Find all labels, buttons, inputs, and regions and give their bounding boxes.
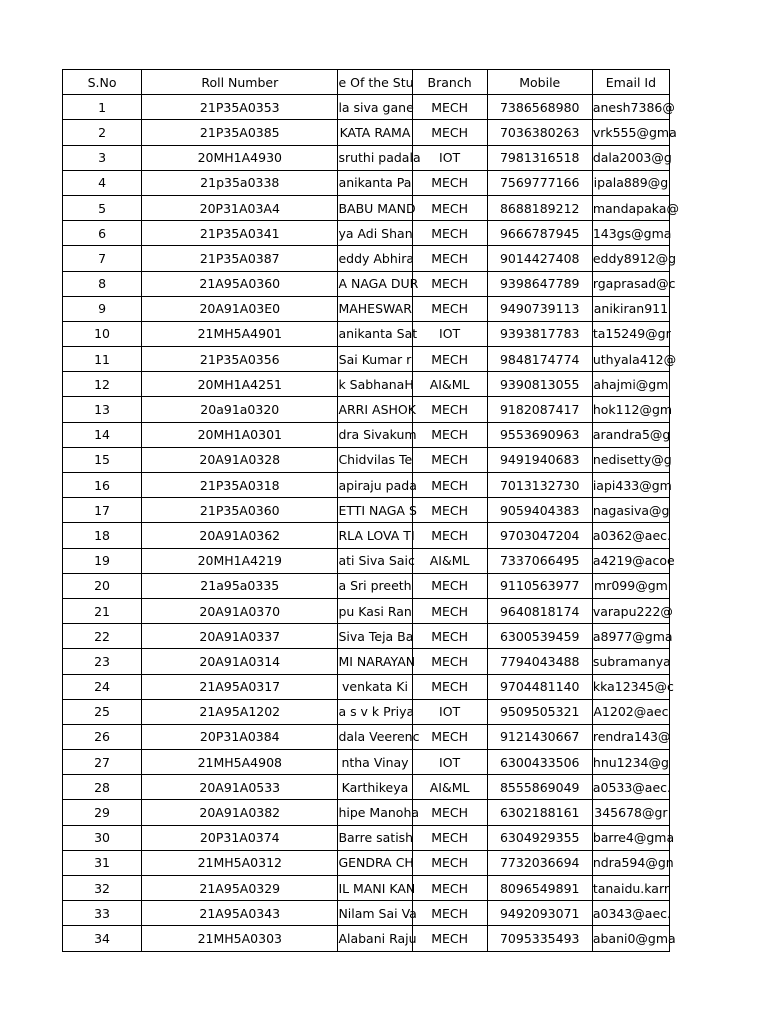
cell-roll-number: 20MH1A4219 [142,548,338,573]
cell-branch: MECH [412,120,487,145]
cell-student-name: pu Kasi Ran [338,598,412,623]
cell-email: a0343@aec. [592,901,669,926]
cell-sno: 9 [63,296,142,321]
cell-sno: 32 [63,876,142,901]
cell-branch: MECH [412,901,487,926]
cell-mobile: 9640818174 [487,598,592,623]
cell-sno: 11 [63,347,142,372]
cell-student-name: k SabhanaH [338,372,412,397]
cell-sno: 17 [63,498,142,523]
cell-branch: MECH [412,850,487,875]
table-row [63,246,670,271]
cell-mobile: 9398647789 [487,271,592,296]
cell-roll-number: 20MH1A0301 [142,422,338,447]
cell-mobile: 9393817783 [487,321,592,346]
cell-student-name: ati Siva Saic [338,548,412,573]
cell-student-name: Chidvilas Te [338,447,412,472]
cell-sno: 23 [63,649,142,674]
cell-email: tanaidu.karr [592,876,669,901]
cell-student-name: KATA RAMA [338,120,412,145]
cell-sno: 22 [63,624,142,649]
table-row [63,876,670,901]
cell-branch: MECH [412,926,487,951]
cell-email: a0362@aec. [592,523,669,548]
cell-student-name: Barre satish [338,825,412,850]
table-row [63,170,670,195]
table-row [63,195,670,220]
cell-mobile: 9509505321 [487,699,592,724]
table-row [63,296,670,321]
cell-student-name: la siva gane [338,95,412,120]
cell-branch: IOT [412,750,487,775]
cell-email: eddy8912@g [592,246,669,271]
cell-student-name: Karthikeya [338,775,412,800]
table-row [63,649,670,674]
cell-mobile: 8688189212 [487,195,592,220]
cell-roll-number: 20P31A0384 [142,724,338,749]
cell-mobile: 7794043488 [487,649,592,674]
cell-sno: 24 [63,674,142,699]
cell-roll-number: 21P35A0341 [142,221,338,246]
cell-roll-number: 20A91A0314 [142,649,338,674]
cell-branch: MECH [412,170,487,195]
cell-sno: 2 [63,120,142,145]
cell-student-name: ARRI ASHOK [338,397,412,422]
table-row [63,775,670,800]
cell-roll-number: 20a91a0320 [142,397,338,422]
cell-email: ta15249@gr [592,321,669,346]
cell-student-name: apiraju pada [338,473,412,498]
cell-roll-number: 21A95A0317 [142,674,338,699]
table-row [63,120,670,145]
cell-email: ahajmi@gm [592,372,669,397]
cell-mobile: 9553690963 [487,422,592,447]
cell-sno: 14 [63,422,142,447]
cell-roll-number: 20MH1A4251 [142,372,338,397]
cell-mobile: 7569777166 [487,170,592,195]
table-row [63,372,670,397]
cell-roll-number: 20A91A0382 [142,800,338,825]
header-email: Email Id [592,70,669,95]
header-student-name: e Of the Stu [338,70,412,95]
cell-roll-number: 20A91A0370 [142,598,338,623]
table-row [63,573,670,598]
table-row [63,598,670,623]
cell-roll-number: 20A91A0362 [142,523,338,548]
table-row [63,473,670,498]
cell-branch: MECH [412,347,487,372]
cell-email: nagasiva@g [592,498,669,523]
cell-roll-number: 20P31A03A4 [142,195,338,220]
cell-branch: MECH [412,523,487,548]
cell-sno: 34 [63,926,142,951]
cell-email: ipala889@g [592,170,669,195]
cell-email: 143gs@gma [592,221,669,246]
cell-student-name: anikanta Sat [338,321,412,346]
table-row [63,271,670,296]
table-row [63,447,670,472]
cell-student-name: hipe Manoha [338,800,412,825]
cell-mobile: 9703047204 [487,523,592,548]
cell-email: anikiran911 [592,296,669,321]
cell-student-name: Alabani Raju [338,926,412,951]
cell-student-name: ETTI NAGA S [338,498,412,523]
cell-mobile: 9704481140 [487,674,592,699]
cell-sno: 20 [63,573,142,598]
cell-branch: MECH [412,473,487,498]
header-roll-number: Roll Number [142,70,338,95]
cell-branch: MECH [412,221,487,246]
cell-roll-number: 21A95A1202 [142,699,338,724]
cell-mobile: 7386568980 [487,95,592,120]
table-row [63,321,670,346]
cell-student-name: Siva Teja Ba [338,624,412,649]
cell-mobile: 7036380263 [487,120,592,145]
cell-roll-number: 20A91A0533 [142,775,338,800]
cell-email: nedisetty@g [592,447,669,472]
cell-sno: 16 [63,473,142,498]
cell-mobile: 8555869049 [487,775,592,800]
cell-email: hok112@gm [592,397,669,422]
cell-email: ndra594@gn [592,850,669,875]
cell-mobile: 7095335493 [487,926,592,951]
cell-email: rgaprasad@c [592,271,669,296]
cell-email: vrk555@gma [592,120,669,145]
cell-sno: 25 [63,699,142,724]
cell-sno: 8 [63,271,142,296]
cell-email: mr099@gm [592,573,669,598]
table-row [63,145,670,170]
cell-email: varapu222@ [592,598,669,623]
cell-mobile: 6304929355 [487,825,592,850]
cell-branch: MECH [412,674,487,699]
cell-email: rendra143@ [592,724,669,749]
cell-student-name: Nilam Sai Va [338,901,412,926]
cell-branch: MECH [412,498,487,523]
table-row [63,498,670,523]
cell-sno: 28 [63,775,142,800]
cell-student-name: Sai Kumar r [338,347,412,372]
cell-branch: AI&ML [412,548,487,573]
table-row [63,699,670,724]
cell-roll-number: 21P35A0385 [142,120,338,145]
cell-student-name: RLA LOVA TI [338,523,412,548]
cell-sno: 12 [63,372,142,397]
table-row [63,825,670,850]
cell-mobile: 9014427408 [487,246,592,271]
cell-branch: MECH [412,246,487,271]
header-row [63,70,670,95]
cell-branch: MECH [412,573,487,598]
cell-sno: 21 [63,598,142,623]
cell-email: anesh7386@ [592,95,669,120]
cell-email: 345678@gr [592,800,669,825]
cell-branch: AI&ML [412,372,487,397]
cell-branch: MECH [412,800,487,825]
cell-branch: MECH [412,95,487,120]
cell-email: A1202@aec [592,699,669,724]
cell-email: a8977@gma [592,624,669,649]
cell-student-name: eddy Abhira [338,246,412,271]
cell-sno: 18 [63,523,142,548]
cell-branch: IOT [412,699,487,724]
cell-branch: MECH [412,195,487,220]
cell-student-name: BABU MAND [338,195,412,220]
cell-mobile: 9182087417 [487,397,592,422]
table-row [63,901,670,926]
cell-student-name: venkata Ki [338,674,412,699]
cell-roll-number: 21MH5A4901 [142,321,338,346]
cell-sno: 10 [63,321,142,346]
cell-student-name: a Sri preeth [338,573,412,598]
cell-branch: MECH [412,447,487,472]
cell-student-name: dala Veerenc [338,724,412,749]
cell-roll-number: 20P31A0374 [142,825,338,850]
cell-mobile: 8096549891 [487,876,592,901]
cell-sno: 31 [63,850,142,875]
cell-roll-number: 21MH5A0312 [142,850,338,875]
cell-roll-number: 20MH1A4930 [142,145,338,170]
cell-sno: 7 [63,246,142,271]
cell-student-name: IL MANI KAN [338,876,412,901]
cell-branch: MECH [412,876,487,901]
cell-email: a0533@aec. [592,775,669,800]
cell-roll-number: 21MH5A4908 [142,750,338,775]
cell-roll-number: 21p35a0338 [142,170,338,195]
cell-student-name: ya Adi Shan [338,221,412,246]
cell-mobile: 6300433506 [487,750,592,775]
table-row [63,422,670,447]
cell-email: abani0@gma [592,926,669,951]
cell-email: iapi433@gm [592,473,669,498]
table-row [63,724,670,749]
cell-email: subramanya [592,649,669,674]
table-row [63,548,670,573]
cell-sno: 5 [63,195,142,220]
cell-mobile: 9492093071 [487,901,592,926]
cell-branch: MECH [412,422,487,447]
cell-mobile: 7013132730 [487,473,592,498]
cell-roll-number: 21A95A0329 [142,876,338,901]
cell-mobile: 9848174774 [487,347,592,372]
cell-email: arandra5@g [592,422,669,447]
cell-sno: 26 [63,724,142,749]
cell-sno: 6 [63,221,142,246]
cell-email: mandapaka@ [592,195,669,220]
header-sno: S.No [63,70,142,95]
cell-student-name: MI NARAYAN [338,649,412,674]
cell-roll-number: 21P35A0356 [142,347,338,372]
cell-mobile: 9666787945 [487,221,592,246]
cell-roll-number: 21P35A0387 [142,246,338,271]
cell-branch: MECH [412,271,487,296]
cell-student-name: a s v k Priya [338,699,412,724]
table-row [63,397,670,422]
table-row [63,800,670,825]
cell-roll-number: 21A95A0360 [142,271,338,296]
cell-sno: 13 [63,397,142,422]
cell-roll-number: 20A91A0337 [142,624,338,649]
cell-sno: 4 [63,170,142,195]
cell-sno: 3 [63,145,142,170]
cell-mobile: 9390813055 [487,372,592,397]
cell-mobile: 9059404383 [487,498,592,523]
cell-branch: MECH [412,397,487,422]
table-row [63,850,670,875]
table-row [63,624,670,649]
cell-student-name: A NAGA DUR [338,271,412,296]
cell-mobile: 7337066495 [487,548,592,573]
table-row [63,221,670,246]
table-row [63,95,670,120]
cell-roll-number: 21P35A0353 [142,95,338,120]
cell-branch: MECH [412,825,487,850]
cell-roll-number: 20A91A0328 [142,447,338,472]
table-row [63,347,670,372]
header-mobile: Mobile [487,70,592,95]
cell-email: barre4@gma [592,825,669,850]
cell-student-name: MAHESWAR [338,296,412,321]
cell-email: dala2003@g [592,145,669,170]
cell-roll-number: 21P35A0360 [142,498,338,523]
table-row [63,674,670,699]
cell-sno: 1 [63,95,142,120]
cell-mobile: 6300539459 [487,624,592,649]
cell-branch: IOT [412,321,487,346]
student-table [62,69,679,952]
cell-branch: AI&ML [412,775,487,800]
cell-email: a4219@acoe [592,548,669,573]
cell-mobile: 9121430667 [487,724,592,749]
cell-email: uthyala412@ [592,347,669,372]
cell-branch: MECH [412,724,487,749]
cell-mobile: 9490739113 [487,296,592,321]
cell-student-name: anikanta Pa [338,170,412,195]
cell-branch: MECH [412,624,487,649]
table-row [63,750,670,775]
cell-mobile: 9110563977 [487,573,592,598]
cell-roll-number: 21a95a0335 [142,573,338,598]
cell-mobile: 7981316518 [487,145,592,170]
cell-sno: 27 [63,750,142,775]
table-row [63,523,670,548]
cell-roll-number: 21MH5A0303 [142,926,338,951]
cell-email: kka12345@c [592,674,669,699]
cell-student-name: GENDRA CH [338,850,412,875]
cell-roll-number: 21A95A0343 [142,901,338,926]
cell-sno: 15 [63,447,142,472]
cell-sno: 33 [63,901,142,926]
cell-mobile: 6302188161 [487,800,592,825]
cell-student-name: sruthi padala [338,145,412,170]
cell-sno: 30 [63,825,142,850]
cell-email: hnu1234@g [592,750,669,775]
cell-branch: MECH [412,296,487,321]
cell-roll-number: 21P35A0318 [142,473,338,498]
cell-branch: MECH [412,649,487,674]
cell-branch: MECH [412,598,487,623]
cell-sno: 19 [63,548,142,573]
cell-student-name: ntha Vinay [338,750,412,775]
cell-roll-number: 20A91A03E0 [142,296,338,321]
cell-student-name: dra Sivakum [338,422,412,447]
cell-mobile: 9491940683 [487,447,592,472]
cell-mobile: 7732036694 [487,850,592,875]
cell-sno: 29 [63,800,142,825]
table-row [63,926,670,951]
cell-branch: IOT [412,145,487,170]
header-branch: Branch [412,70,487,95]
